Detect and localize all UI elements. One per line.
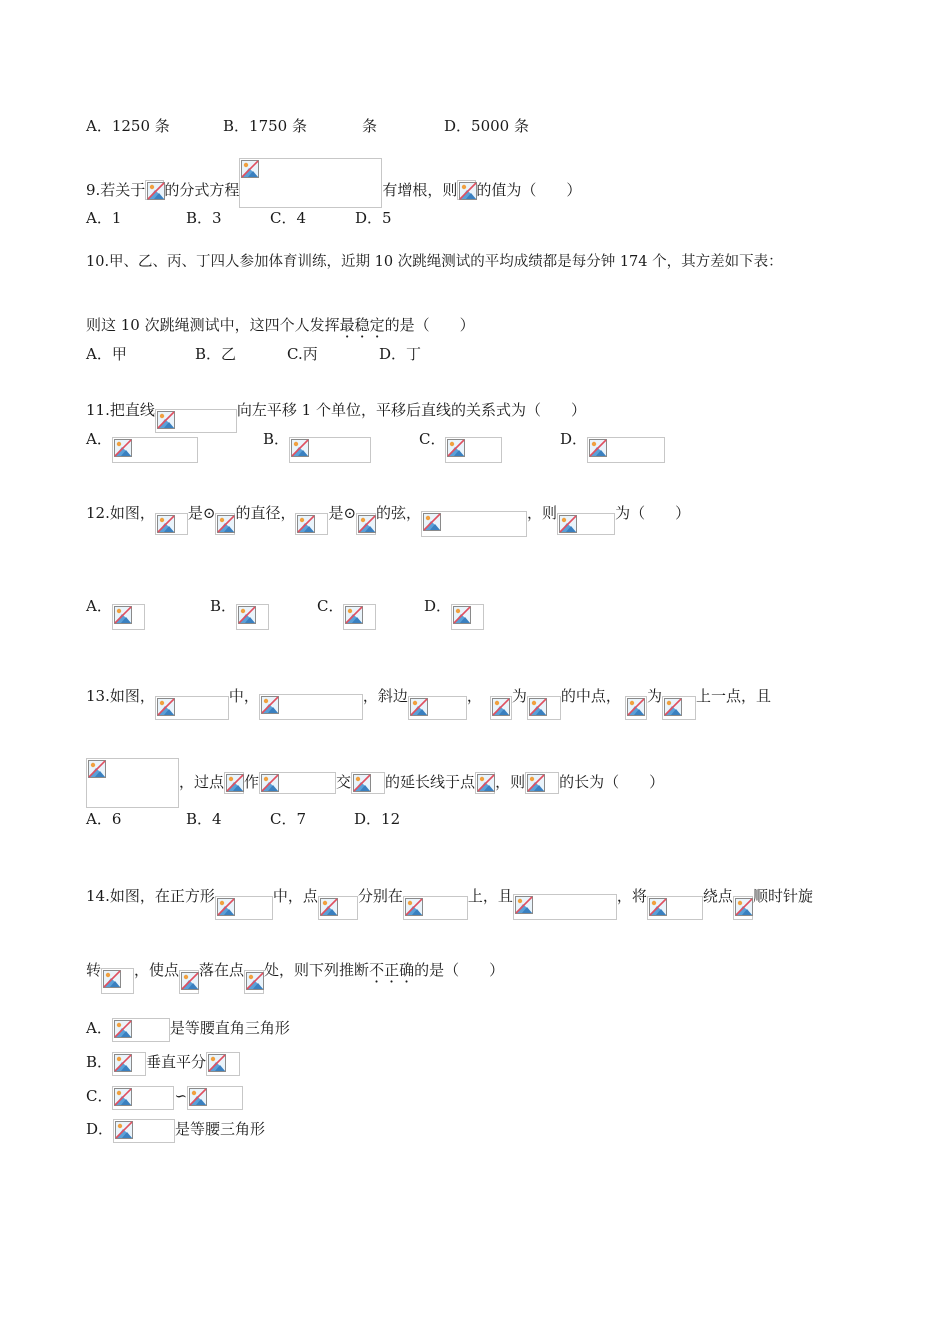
formula-image — [215, 513, 235, 535]
q11-option-a: A． — [86, 429, 198, 463]
q10-option-b: B．乙 — [195, 345, 237, 363]
q13-option-a: A．6 — [86, 810, 122, 828]
q14-text-4: 上，且 — [467, 887, 513, 905]
formula-image — [527, 696, 561, 720]
formula-image — [295, 513, 328, 535]
formula-image — [112, 1052, 146, 1076]
broken-image-icon — [627, 698, 645, 716]
q11-option-b: B． — [263, 429, 371, 463]
q12-text-1: 12.如图， — [86, 504, 155, 522]
formula-image — [289, 437, 371, 463]
broken-image-icon — [157, 411, 175, 429]
broken-image-icon — [208, 1054, 226, 1072]
q13-option-d: D．12 — [354, 810, 401, 828]
broken-image-icon — [217, 898, 235, 916]
q8-option-a: A．1250 条 — [86, 117, 170, 135]
emphasis-char: 定 — [369, 316, 385, 334]
broken-image-icon — [157, 515, 175, 533]
broken-image-icon — [320, 898, 338, 916]
broken-image-icon — [88, 760, 106, 778]
q11-option-d: D． — [560, 429, 665, 463]
q14-option-a: A． 是等腰直角三角形 — [86, 1018, 290, 1042]
q13-text-1: 13.如图， — [86, 687, 155, 705]
formula-image — [445, 437, 502, 463]
q10-option-d: D．丁 — [379, 345, 422, 363]
q9-option-d: D．5 — [355, 209, 392, 227]
q13-text-8: 上一点，且 — [695, 687, 771, 705]
broken-image-icon — [147, 182, 165, 200]
formula-image — [112, 604, 145, 630]
broken-image-icon — [410, 698, 428, 716]
broken-image-icon — [529, 698, 547, 716]
broken-image-icon — [423, 513, 441, 531]
emphasis-char: 不 — [369, 961, 385, 979]
q13-text-6: 的中点， — [560, 687, 621, 705]
formula-image — [351, 772, 385, 794]
broken-image-icon — [345, 606, 363, 624]
broken-image-icon — [664, 698, 682, 716]
q14-text-1: 14.如图，在正方形 — [86, 887, 215, 905]
q12-stem — [86, 503, 690, 537]
q10-option-c: C.丙 — [287, 345, 318, 363]
q13-text-10: 作 — [244, 773, 260, 791]
formula-image — [145, 180, 164, 200]
broken-image-icon — [589, 439, 607, 457]
broken-image-icon — [459, 182, 477, 200]
formula-image — [112, 1086, 174, 1110]
formula-image — [179, 970, 199, 994]
broken-image-icon — [103, 970, 121, 988]
broken-image-icon — [477, 774, 495, 792]
q13-text-13: ，则 — [495, 773, 526, 791]
formula-image — [490, 696, 512, 720]
broken-image-icon — [447, 439, 465, 457]
q13-stem-line1 — [86, 686, 771, 720]
broken-image-icon — [527, 774, 545, 792]
formula-image — [206, 1052, 240, 1076]
q10-ask-text-2: 的是（ ） — [384, 316, 475, 334]
q13-text-2: 中， — [228, 687, 259, 705]
formula-image — [259, 772, 336, 794]
q13-text-5: 为 — [511, 687, 527, 705]
broken-image-icon — [114, 1020, 132, 1038]
formula-image — [101, 968, 134, 994]
q12-option-d: D． — [424, 596, 484, 630]
broken-image-icon — [114, 1054, 132, 1072]
q14-text-9: ，使点 — [134, 961, 180, 979]
q13-text-4: ， — [466, 687, 482, 705]
q10-stem — [86, 252, 783, 272]
q12-text-5: 的弦， — [376, 504, 422, 522]
formula-image — [244, 970, 264, 994]
q12-text-7: 为（ ） — [615, 504, 691, 522]
formula-image — [457, 180, 476, 200]
formula-image — [475, 772, 495, 794]
formula-image — [662, 696, 696, 720]
q14-text-3: 分别在 — [357, 887, 403, 905]
q11-option-c: C． — [419, 429, 502, 463]
formula-image — [259, 694, 363, 720]
q10-emphasis-dotted — [340, 315, 385, 335]
broken-image-icon — [157, 698, 175, 716]
q14-option-d: D． 是等腰三角形 — [86, 1119, 265, 1143]
broken-image-icon — [115, 1121, 133, 1139]
q14-text-7: 顺时针旋 — [752, 887, 813, 905]
q12-text-2: 是⊙ — [187, 504, 216, 522]
q11-text-1: 11.把直线 — [86, 401, 155, 419]
q14-text-2: 中，点 — [272, 887, 318, 905]
q11-text-2: 向左平移 1 个单位，平移后直线的关系式为（ ） — [236, 401, 586, 419]
q13-text-3: ，斜边 — [362, 687, 408, 705]
broken-image-icon — [358, 515, 376, 533]
q13-stem-line2 — [86, 758, 664, 808]
formula-image — [236, 604, 269, 630]
broken-image-icon — [291, 439, 309, 457]
broken-image-icon — [261, 696, 279, 714]
q10-option-a: A．甲 — [86, 345, 127, 363]
q12-option-b: B． — [210, 596, 269, 630]
q14-option-b: B． 垂直平分 — [86, 1052, 240, 1076]
broken-image-icon — [181, 972, 199, 990]
formula-image — [587, 437, 665, 463]
q9-text-1: 9.若关于 — [86, 181, 146, 199]
formula-image — [513, 894, 617, 920]
formula-image — [86, 758, 179, 808]
q14-option-c: C． ∽ — [86, 1086, 243, 1110]
q10-ask — [86, 315, 475, 335]
formula-image — [557, 513, 615, 535]
q13-option-b: B．4 — [186, 810, 222, 828]
broken-image-icon — [297, 515, 315, 533]
broken-image-icon — [261, 774, 279, 792]
emphasis-char: 正 — [384, 961, 400, 979]
formula-image — [215, 896, 273, 920]
broken-image-icon — [492, 698, 510, 716]
formula-image — [113, 1119, 175, 1143]
q9-text-2: 的分式方程 — [164, 181, 240, 199]
formula-image — [112, 437, 198, 463]
broken-image-icon — [114, 439, 132, 457]
q9-option-c: C．4 — [270, 209, 307, 227]
q13-text-11: 交 — [336, 773, 352, 791]
broken-image-icon — [217, 515, 235, 533]
broken-image-icon — [353, 774, 371, 792]
formula-image — [155, 513, 188, 535]
q14-text-8: 转 — [86, 961, 102, 979]
formula-image — [421, 511, 527, 537]
emphasis-char: 最 — [339, 316, 355, 334]
q9-option-a: A．1 — [86, 209, 122, 227]
broken-image-icon — [238, 606, 256, 624]
q13-option-c: C．7 — [270, 810, 307, 828]
formula-image — [647, 896, 703, 920]
q9-option-b: B．3 — [186, 209, 222, 227]
formula-image — [318, 896, 358, 920]
q12-option-c: C． — [317, 596, 376, 630]
q14-emphasis-text — [369, 960, 414, 980]
broken-image-icon — [559, 515, 577, 533]
q10-emphasis-text — [340, 316, 385, 334]
q8-option-d: D．5000 条 — [444, 117, 529, 135]
broken-image-icon — [241, 160, 259, 178]
emphasis-char: 确 — [399, 961, 415, 979]
q14-stem-line2 — [86, 960, 504, 994]
q10-text: 10.甲、乙、丙、丁四人参加体育训练，近期 10 次跳绳测试的平均成绩都是每分钟 174 个，其方差如下表： — [86, 254, 783, 270]
formula-image — [525, 772, 559, 794]
q14-text-10: 落在点 — [199, 961, 245, 979]
broken-image-icon — [189, 1088, 207, 1106]
q13-text-9: ，过点 — [179, 773, 225, 791]
q12-text-3: 的直径， — [235, 504, 296, 522]
q9-stem — [86, 172, 581, 208]
q14-text-5: ，将 — [616, 887, 647, 905]
q9-text-4: 的值为（ ） — [476, 181, 582, 199]
q13-text-12: 的延长线于点 — [385, 773, 476, 791]
q12-text-4: 是⊙ — [328, 504, 357, 522]
formula-image — [112, 1018, 170, 1042]
emphasis-char: 稳 — [354, 316, 370, 334]
q13-text-14: 的长为（ ） — [559, 773, 665, 791]
broken-image-icon — [114, 606, 132, 624]
q14-text-11: 处，则下列推断 — [264, 961, 370, 979]
q13-text-7: 为 — [646, 687, 662, 705]
broken-image-icon — [246, 972, 264, 990]
broken-image-icon — [226, 774, 244, 792]
formula-image — [356, 513, 376, 535]
formula-image — [408, 696, 467, 720]
q11-stem — [86, 387, 586, 433]
broken-image-icon — [515, 896, 533, 914]
q8-option-b: B．1750 条 — [223, 117, 307, 135]
q10-ask-text-1: 则这 10 次跳绳测试中，这四个人发挥 — [86, 316, 340, 334]
q14-text-12: 的是（ ） — [414, 961, 505, 979]
formula-image — [343, 604, 376, 630]
q12-option-a: A． — [86, 596, 145, 630]
broken-image-icon — [649, 898, 667, 916]
formula-image — [451, 604, 484, 630]
formula-image — [403, 896, 468, 920]
q8-option-c: 条 — [362, 117, 378, 135]
q9-text-3: 有增根，则 — [382, 181, 458, 199]
broken-image-icon — [453, 606, 471, 624]
formula-image — [625, 696, 647, 720]
formula-image — [155, 696, 229, 720]
q14-stem-line1 — [86, 886, 813, 920]
q12-text-6: ，则 — [527, 504, 558, 522]
formula-image — [187, 1086, 243, 1110]
broken-image-icon — [114, 1088, 132, 1106]
q14-text-6: 绕点 — [702, 887, 733, 905]
formula-image — [733, 896, 753, 920]
broken-image-icon — [735, 898, 753, 916]
formula-image — [239, 158, 382, 208]
broken-image-icon — [405, 898, 423, 916]
formula-image — [224, 772, 244, 794]
